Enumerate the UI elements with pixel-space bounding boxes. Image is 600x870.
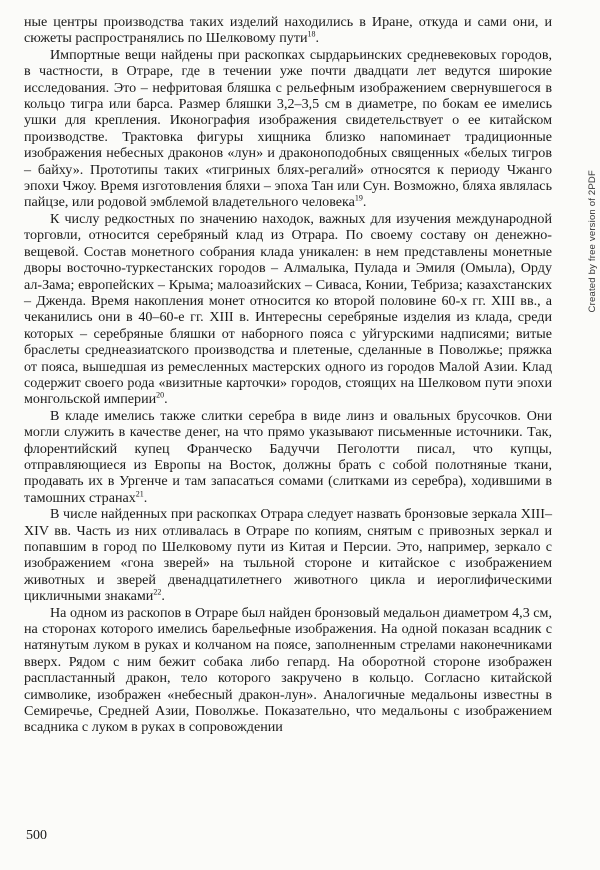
paragraph-tail: .	[164, 391, 168, 408]
footnote-ref: 21	[135, 489, 144, 499]
paragraph-3	[24, 211, 552, 408]
page-body	[24, 14, 552, 736]
paragraph-2	[24, 47, 552, 211]
paragraph-text: На одном из раскопов в Отраре был найден бронзовый медальон диаметром 4,3 см, на сторонах которого имелись барельефные изображения. На одной показан всадник с натянутым луком в руках и колчаном на поясе, заполненным стрелами наконечниками вверх. Рядом с ним бежит собака либо гепард. На оборотной стороне изображен распластанный дракон, тело которого закручено в кольцо. Согласно китайской символике, изображен «небесный дракон-лун». Аналогичные медальоны известны в Семиречье, Средней Азии, Поволжье. Показательно, что медальоны с изображением всадника с луком в руках в сопровождении	[24, 604, 552, 736]
paragraph-tail: .	[143, 489, 148, 506]
paragraph-tail: .	[315, 30, 320, 47]
footnote-ref: 19	[354, 193, 363, 203]
paragraph-tail: .	[362, 194, 367, 211]
paragraph-text: К числу редкостных по значению находок, важных для изучения международной торговли, относится серебряный клад из Отрара. По своему составу он денежно-вещевой. Состав монетного собрания клада уникален: в нем представлены монетные дворы восточно-туркестанских городов – Алмалыка, Пулада и Эмиля (Омыла), Орду ал-Зама; европейских – Крыма; малоазийских – Сиваса, Конии, Тебриза; казахстанских – Дженда. Время накопления монет относится ко второй половине 60-х гг. XIII вв., а чеканились они в 40–60-е гг. XIII в. Интересны серебряные изделия из клада, среди которых – серебряные бляшки от наборного пояса с уйгурскими надписями; витые браслеты среднеазиатского производства и плетеные, сделанные в Поволжье; пряжка от пояса, вышедшая из ремесленных мастерских одного из городов Малой Азии. Клад содержит своего рода «визитные карточки» городов, стоящих на Шелковом пути эпохи монгольской империи	[24, 210, 552, 408]
paragraph-text: Импортные вещи найдены при раскопках сырдарьинских средневековых городов, в частности, в Отраре, где в течении уже почти двадцати лет ведутся широкие исследования. Это – нефритовая бляшка с рельефным изображением свернувшегося в кольцо тигра или барса. Размер бляшки 3,2–3,5 см в диаметре, по бокам ее имелись ушки для крепления. Иконография изображения свидетельствует о ее китайском производстве. Трактовка фигуры хищника близко напоминает традиционные изображения небесных драконов «лун» и драконоподобных священных «белых тигров – байху». Прототипы таких «тигриных блях-регалий» относятся к периоду Чжанго эпохи Чжоу. Время изготовления бляхи – эпоха Тан или Сун. Возможно, бляха являлась пайцзе, или родовой эмблемой владетельного человека	[24, 46, 552, 211]
paragraph-5	[24, 506, 552, 604]
paragraph-6	[24, 605, 552, 736]
paragraph-text: В числе найденных при раскопках Отрара следует назвать бронзовые зеркала XIII–XIV вв. Часть из них отливалась в Отраре по копиям, снятым с привозных зеркал и попавшим в город по Шелковому пути из Китая и Персии. Это, например, зеркало с изображением «гона зверей» на тыльной стороне и китайское с изображением животных и зверей двенадцатилетнего животного цикла и иероглифическими цикличными знаками	[24, 506, 552, 605]
watermark-text: Created by free version of 2PDF	[587, 170, 598, 313]
paragraph-text: В кладе имелись также слитки серебра в виде линз и овальных брусочков. Они могли служить в качестве денег, на что прямо указывают письменные источники. Так, флорентийский купец Франческо Бадуччи Пеголотти писал, что купцы, отправляющиеся из Европы на Восток, должны брать с собой полотняные ткани, продавать их в Ургенче и там запасаться сомами (слитками из серебра), ходившими в тамошних странах	[24, 407, 552, 506]
footnote-ref: 22	[153, 587, 162, 597]
page-number: 500	[26, 828, 47, 843]
paragraph-tail: .	[161, 588, 165, 605]
footnote-ref: 20	[156, 390, 165, 400]
paragraph-4	[24, 408, 552, 506]
footnote-ref: 18	[307, 29, 316, 39]
paragraph-1	[24, 14, 552, 47]
paragraph-text: ные центры производства таких изделий находились в Иране, откуда и сами они, и сюжеты распространялись по Шелковому пути	[24, 14, 552, 47]
